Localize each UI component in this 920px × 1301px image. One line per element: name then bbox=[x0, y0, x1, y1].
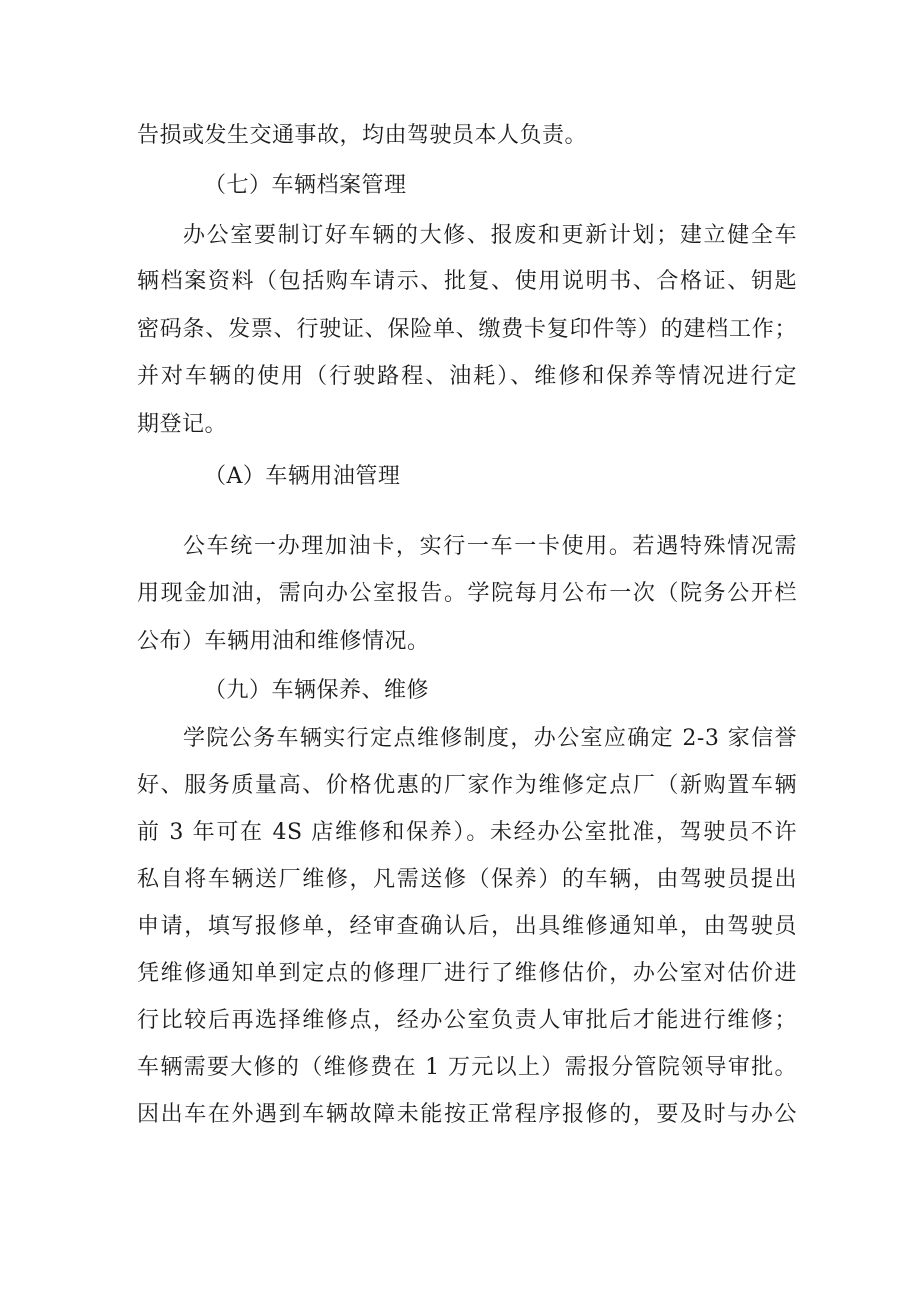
paragraph-line: 好、服务质量高、价格优惠的厂家作为维修定点厂（新购置车辆 bbox=[137, 773, 797, 798]
paragraph-line: 公布）车辆用油和维修情况。 bbox=[137, 629, 430, 654]
paragraph-line: 私自将车辆送厂维修，凡需送修（保养）的车辆，由驾驶员提出 bbox=[137, 867, 797, 892]
paragraph-line: 公车统一办理加油卡，实行一车一卡使用。若遇特殊情况需 bbox=[183, 534, 797, 559]
paragraph-line: 办公室要制订好车辆的大修、报废和更新计划；建立健全车 bbox=[183, 223, 797, 248]
paragraph-line: 行比较后再选择维修点，经办公室负责人审批后才能进行维修； bbox=[137, 1008, 797, 1033]
paragraph-line: 凭维修通知单到定点的修理厂进行了维修估价，办公室对估价进 bbox=[137, 961, 797, 986]
section-heading-maintenance: （九）车辆保养、维修 bbox=[204, 678, 430, 703]
paragraph-line: 申请，填写报修单，经审查确认后，出具维修通知单，由驾驶员 bbox=[137, 914, 797, 939]
paragraph-line: 用现金加油，需向办公室报告。学院每月公布一次（院务公开栏 bbox=[137, 581, 797, 606]
paragraph-line: 车辆需要大修的（维修费在 1 万元以上）需报分管院领导审批。 bbox=[137, 1055, 797, 1080]
paragraph-line: 并对车辆的使用（行驶路程、油耗）、维修和保养等情况进行定 bbox=[137, 364, 797, 389]
paragraph-line: 前 3 年可在 4S 店维修和保养）。未经办公室批准，驾驶员不许 bbox=[137, 820, 797, 845]
paragraph-line: 期登记。 bbox=[137, 412, 228, 437]
paragraph-line: 学院公务车辆实行定点维修制度，办公室应确定 2-3 家信誉 bbox=[183, 726, 797, 751]
paragraph-line: 因出车在外遇到车辆故障未能按正常程序报修的，要及时与办公 bbox=[137, 1102, 797, 1127]
section-heading-vehicle-archives: （七）车辆档案管理 bbox=[204, 173, 407, 198]
paragraph-line: 辆档案资料（包括购车请示、批复、使用说明书、合格证、钥匙 bbox=[137, 269, 797, 294]
paragraph-line: 告损或发生交通事故，均由驾驶员本人负责。 bbox=[137, 123, 588, 148]
paragraph-line: 密码条、发票、行驶证、保险单、缴费卡复印件等）的建档工作； bbox=[137, 317, 797, 342]
section-heading-fuel-management: （A）车辆用油管理 bbox=[204, 464, 401, 489]
